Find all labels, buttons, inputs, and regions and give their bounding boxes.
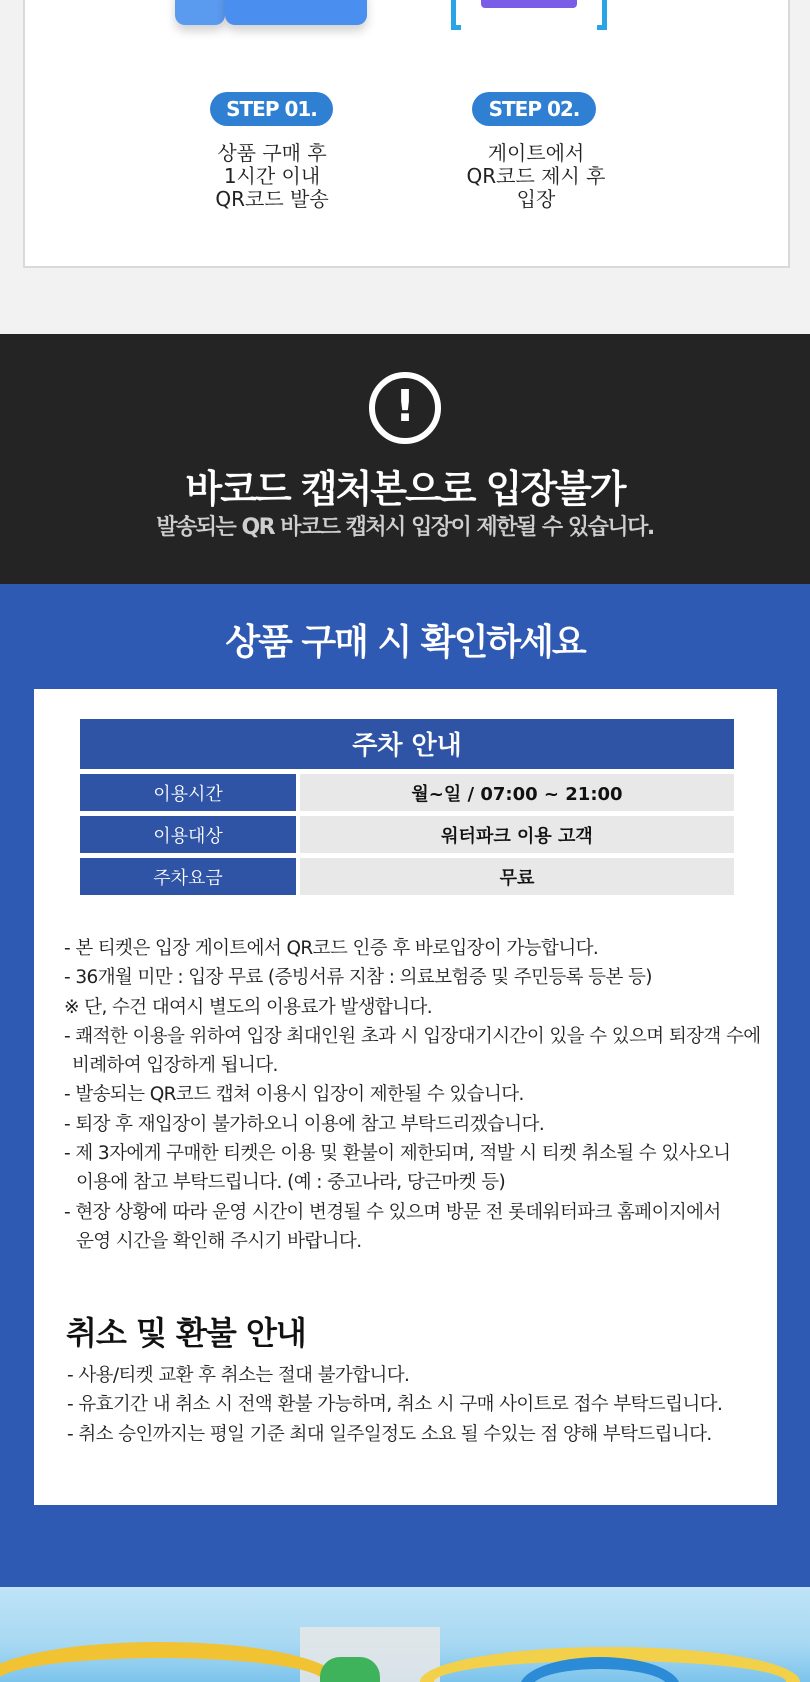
table-row bbox=[78, 772, 736, 813]
step1-badge: STEP 01. bbox=[210, 92, 333, 126]
ticket-stub-image bbox=[175, 0, 225, 25]
steps-card bbox=[23, 0, 790, 268]
list-item: ※ 단, 수건 대여시 별도의 이용료가 발생합니다. bbox=[64, 996, 433, 1018]
list-item: - 본 티켓은 입장 게이트에서 QR코드 인증 후 바로입장이 가능합니다. bbox=[64, 938, 599, 959]
list-item: 이용에 참고 부탁드립니다. (예 : 중고나라, 당근마켓 등) bbox=[76, 1172, 506, 1194]
qr-code-image bbox=[481, 0, 577, 8]
usage-notes bbox=[64, 934, 764, 1256]
list-item: - 취소 승인까지는 평일 기준 최대 일주일정도 소요 될 수있는 점 양해 부탁드립니다. bbox=[67, 1423, 712, 1445]
list-item: - 발송되는 QR코드 캡쳐 이용시 입장이 제한될 수 있습니다. bbox=[64, 1084, 524, 1106]
waterpark-logo-text bbox=[225, 0, 367, 25]
parking-table-title: 주차 안내 bbox=[78, 717, 736, 771]
waterpark-ticket-image bbox=[175, 0, 367, 25]
list-item: - 제 3자에게 구매한 티켓은 이용 및 환불이 제한되며, 적발 시 티켓 취소될 수 있사오니 bbox=[64, 1143, 731, 1165]
green-slide-image bbox=[320, 1657, 380, 1682]
parking-value: 워터파크 이용 고객 bbox=[298, 814, 736, 855]
table-row bbox=[78, 814, 736, 855]
parking-label: 이용대상 bbox=[78, 814, 298, 855]
table-row bbox=[78, 856, 736, 897]
refund-notes bbox=[67, 1361, 767, 1449]
list-item: 비례하여 입장하게 됩니다. bbox=[72, 1055, 278, 1077]
exclamation-circle-icon: ! bbox=[369, 372, 441, 444]
step1-description bbox=[172, 142, 372, 211]
parking-label: 이용시간 bbox=[78, 772, 298, 813]
list-item: - 현장 상황에 따라 운영 시간이 변경될 수 있으며 방문 전 롯데워터파크 홈페이지에서 bbox=[64, 1201, 721, 1223]
step1-line: 1시간 이내 bbox=[223, 164, 321, 188]
notice-title: 바코드 캡처본으로 입장불가 bbox=[185, 467, 625, 511]
purchase-section-title: 상품 구매 시 확인하세요 bbox=[225, 622, 585, 663]
list-item: 운영 시간을 확인해 주시기 바랍니다. bbox=[76, 1230, 362, 1252]
parking-table bbox=[78, 717, 736, 897]
step2-line: 입장 bbox=[516, 187, 556, 211]
qr-frame-right bbox=[597, 0, 607, 30]
step1-line: 상품 구매 후 bbox=[217, 141, 327, 165]
parking-value: 무료 bbox=[298, 856, 736, 897]
list-item: - 36개월 미만 : 입장 무료 (증빙서류 지참 : 의료보험증 및 주민등록 등본 등) bbox=[64, 967, 652, 989]
list-item: - 쾌적한 이용을 위하여 입장 최대인원 초과 시 입장대기시간이 있을 수 있으며 퇴장객 수에 bbox=[64, 1025, 761, 1047]
yellow-slide-image bbox=[0, 1642, 340, 1682]
list-item: - 사용/티켓 교환 후 취소는 절대 불가합니다. bbox=[67, 1365, 410, 1386]
step2-badge: STEP 02. bbox=[472, 92, 596, 126]
waterpark-photo bbox=[0, 1587, 810, 1682]
step1-line: QR코드 발송 bbox=[215, 187, 329, 211]
refund-title: 취소 및 환불 안내 bbox=[66, 1314, 306, 1352]
step2-line: QR코드 제시 후 bbox=[466, 164, 606, 188]
qr-scan-icon bbox=[451, 0, 607, 30]
qr-frame-left bbox=[451, 0, 461, 30]
parking-value: 월~일 / 07:00 ~ 21:00 bbox=[298, 772, 736, 813]
list-item: - 유효기간 내 취소 시 전액 환불 가능하며, 취소 시 구매 사이트로 접수 부탁드립니다. bbox=[67, 1394, 723, 1416]
list-item: - 퇴장 후 재입장이 불가하오니 이용에 참고 부탁드리겠습니다. bbox=[64, 1113, 545, 1135]
entry-steps-section bbox=[0, 0, 810, 336]
notice-subtitle: 발송되는 QR 바코드 캡처시 입장이 제한될 수 있습니다. bbox=[156, 515, 654, 540]
parking-label: 주차요금 bbox=[78, 856, 298, 897]
step2-line: 게이트에서 bbox=[487, 141, 585, 165]
step2-description bbox=[436, 142, 636, 211]
